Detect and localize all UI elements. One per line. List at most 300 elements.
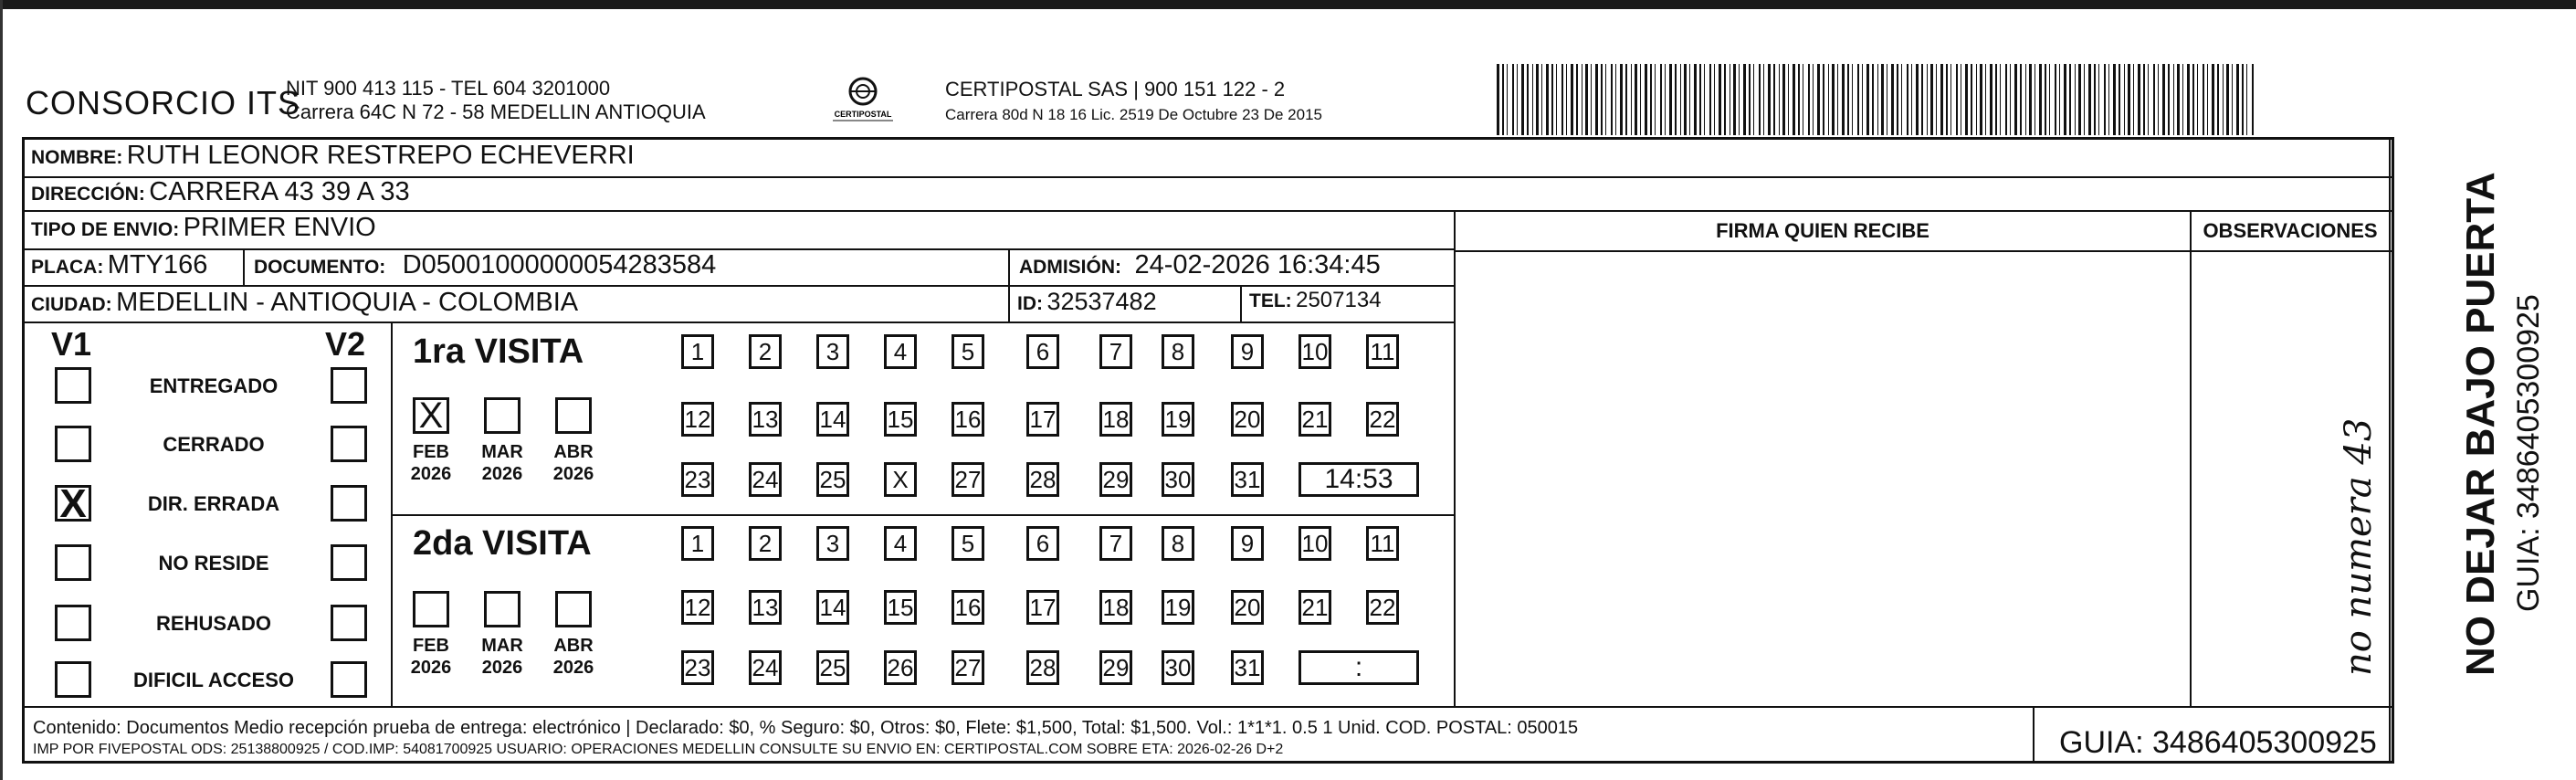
tel-value: 2507134: [1296, 288, 1382, 312]
month-checkbox: [555, 591, 592, 627]
barcode-bar: [2197, 64, 2198, 135]
barcode-bar: [1556, 64, 1557, 135]
barcode-bar: [1699, 64, 1701, 135]
day-box: 16: [952, 590, 984, 625]
month-year: 2026: [481, 464, 523, 484]
barcode-bar: [1995, 64, 1997, 135]
day-box: 28: [1026, 650, 1059, 685]
day-box: 21: [1299, 402, 1331, 437]
barcode-bar: [1990, 64, 1992, 135]
barcode-bar: [2182, 64, 2183, 135]
barcode-bar: [1640, 64, 1641, 135]
id-field: [1017, 288, 1157, 316]
direccion-label: DIRECCIÓN:: [31, 184, 145, 205]
firma-header: FIRMA QUIEN RECIBE: [1716, 219, 1929, 242]
day-box: 28: [1026, 462, 1059, 497]
barcode-bar: [1897, 64, 1898, 135]
day-box: 25: [816, 462, 849, 497]
barcode-bar: [2124, 64, 2125, 135]
barcode-bar: [2162, 64, 2165, 135]
barcode-bar: [1709, 64, 1711, 135]
direccion-field: [31, 177, 410, 207]
barcode-bar: [1714, 64, 1715, 135]
barcode-bar: [1782, 64, 1785, 135]
barcode-bar: [2084, 64, 2085, 135]
day-box: 21: [1299, 590, 1331, 625]
barcode-bar: [1546, 64, 1549, 135]
col-line: [1240, 285, 1242, 321]
placa-label: PLACA:: [31, 257, 104, 278]
barcode-bar: [1631, 64, 1632, 135]
cert-line: CERTIPOSTAL SAS | 900 151 122 - 2: [945, 78, 1286, 100]
day-box: 14: [816, 402, 849, 437]
tel-field: [1249, 288, 1382, 313]
barcode-bar: [1660, 64, 1662, 135]
day-box: 1: [681, 334, 714, 369]
barcode-bar: [1881, 64, 1884, 135]
barcode-bar: [2029, 64, 2032, 135]
barcode-bar: [1675, 64, 1677, 135]
company-info: [286, 77, 706, 124]
barcode-bar: [1680, 64, 1681, 135]
time-box: 14:53: [1299, 462, 1419, 497]
v2-checkbox: [331, 661, 367, 698]
left-border: [0, 0, 3, 780]
day-box: 8: [1162, 334, 1194, 369]
barcode-bar: [2133, 64, 2134, 135]
barcode-bar: [1907, 64, 1908, 135]
barcode-bar: [1507, 64, 1508, 135]
nit-line: NIT 900 413 115 - TEL 604 3201000: [286, 77, 611, 100]
barcode-bar: [1585, 64, 1588, 135]
barcode-bar: [1842, 64, 1845, 135]
ciudad-label: CIUDAD:: [31, 294, 112, 315]
row-line: [22, 321, 1454, 323]
nombre-field: [31, 141, 635, 171]
barcode-bar: [1852, 64, 1853, 135]
month-year: 2026: [410, 464, 452, 484]
no-dejar-bajo-puerta: NO DEJAR BAJO PUERTA: [2458, 172, 2503, 676]
barcode-bar: [2119, 64, 2120, 135]
day-box: 5: [952, 334, 984, 369]
barcode-bar: [2187, 64, 2190, 135]
day-box: 3: [816, 334, 849, 369]
barcode-bar: [1665, 64, 1666, 135]
barcode-bar: [2153, 64, 2155, 135]
barcode-bar: [1517, 64, 1518, 135]
placa-field: [31, 250, 207, 280]
day-box: 3: [816, 526, 849, 561]
status-label: NO RESIDE: [158, 552, 269, 574]
day-box: 5: [952, 526, 984, 561]
barcode-bar: [1823, 64, 1824, 135]
month-name: FEB: [413, 442, 449, 462]
barcode-bar: [1615, 64, 1616, 135]
v1-checkbox: X: [55, 485, 91, 522]
barcode-bar: [1669, 64, 1672, 135]
barcode-bar: [2020, 64, 2022, 135]
barcode-bar: [1965, 64, 1968, 135]
certipostal-logo: [813, 73, 913, 128]
barcode-bar: [1749, 64, 1751, 135]
barcode-bar: [1921, 64, 1923, 135]
barcode-bar: [1753, 64, 1754, 135]
day-box: 20: [1231, 590, 1264, 625]
v1-checkbox: [55, 544, 91, 581]
month-year: 2026: [552, 464, 594, 484]
barcode-bar: [2049, 64, 2050, 135]
barcode-bar: [1817, 64, 1820, 135]
v2-checkbox: [331, 544, 367, 581]
barcode-bar: [1813, 64, 1814, 135]
month-name: MAR: [481, 636, 523, 656]
barcode-bar: [1911, 64, 1912, 135]
barcode-bar: [1832, 64, 1835, 135]
address-line: Carrera 64C N 72 - 58 MEDELLIN ANTIOQUIA: [286, 100, 706, 123]
barcode-bar: [1605, 64, 1606, 135]
documento-label: DOCUMENTO:: [254, 257, 386, 278]
barcode-bar: [1847, 64, 1849, 135]
col-line: [2190, 210, 2192, 706]
visit2-title: 2da VISITA: [413, 524, 592, 563]
day-box: 29: [1099, 650, 1132, 685]
barcode-bar: [1901, 64, 1902, 135]
barcode-bar: [1808, 64, 1810, 135]
month-checkbox: [555, 397, 592, 434]
month-name: ABR: [553, 442, 594, 462]
barcode-bar: [2055, 64, 2056, 135]
barcode-bar: [1946, 64, 1948, 135]
month-label: [546, 441, 601, 485]
row-line: [22, 285, 1454, 287]
status-label: REHUSADO: [156, 612, 271, 635]
barcode-bar: [1650, 64, 1652, 135]
v2-header: V2: [325, 325, 366, 363]
barcode-bar: [1733, 64, 1736, 135]
day-box: 12: [681, 590, 714, 625]
barcode-bar: [1704, 64, 1705, 135]
day-box: 7: [1099, 334, 1132, 369]
v2-checkbox: [331, 426, 367, 462]
barcode-bar: [2212, 64, 2214, 135]
documento-field: [254, 250, 716, 280]
barcode-bar: [2203, 64, 2204, 135]
barcode-bar: [2242, 64, 2244, 135]
day-box: 13: [749, 402, 782, 437]
barcode-bar: [2078, 64, 2081, 135]
barcode-bar: [1927, 64, 1928, 135]
barcode-bar: [1724, 64, 1726, 135]
day-box: 18: [1099, 402, 1132, 437]
v1-checkbox: [55, 426, 91, 462]
placa-value: MTY166: [107, 250, 208, 279]
day-box: 23: [681, 650, 714, 685]
barcode-bar: [2104, 64, 2106, 135]
day-box: 10: [1299, 526, 1331, 561]
barcode-bar: [1773, 64, 1775, 135]
admision-label: ADMISIÓN:: [1019, 257, 1121, 278]
day-box: 7: [1099, 526, 1132, 561]
barcode-bar: [1527, 64, 1529, 135]
barcode-bar: [1759, 64, 1761, 135]
barcode-bar: [1891, 64, 1894, 135]
barcode-bar: [2226, 64, 2229, 135]
barcode-bar: [2223, 64, 2224, 135]
day-box: 16: [952, 402, 984, 437]
tipo-value: PRIMER ENVIO: [183, 213, 376, 242]
day-box: 11: [1366, 334, 1399, 369]
barcode-bar: [2168, 64, 2170, 135]
day-box: 11: [1366, 526, 1399, 561]
day-box: 1: [681, 526, 714, 561]
v1-checkbox: [55, 605, 91, 641]
month-checkbox: [484, 397, 520, 434]
barcode-bar: [2207, 64, 2208, 135]
barcode-bar: [2138, 64, 2140, 135]
barcode-bar: [1828, 64, 1829, 135]
barcode-bar: [1940, 64, 1943, 135]
nombre-label: NOMBRE:: [31, 147, 123, 168]
day-box: 13: [749, 590, 782, 625]
barcode-bar: [2113, 64, 2116, 135]
col-line: [1008, 248, 1010, 321]
barcode-bar: [2232, 64, 2233, 135]
day-box: 24: [749, 650, 782, 685]
id-value: 32537482: [1046, 288, 1157, 315]
ciudad-value: MEDELLIN - ANTIOQUIA - COLOMBIA: [116, 288, 579, 317]
barcode-bar: [1502, 64, 1504, 135]
month-name: FEB: [413, 636, 449, 656]
day-box: 8: [1162, 526, 1194, 561]
barcode-bar: [1571, 64, 1573, 135]
status-label: CERRADO: [163, 433, 265, 456]
observaciones-handwriting: no numera 43: [2338, 417, 2380, 676]
barcode-bar: [1694, 64, 1697, 135]
barcode-bar: [2025, 64, 2026, 135]
col-line: [2033, 706, 2035, 764]
barcode-bar: [2064, 64, 2066, 135]
tipo-label: TIPO DE ENVIO:: [31, 219, 180, 240]
admision-field: [1019, 250, 1381, 280]
day-box: 18: [1099, 590, 1132, 625]
col-line: [391, 321, 393, 706]
barcode-bar: [1645, 64, 1647, 135]
barcode-bar: [2059, 64, 2060, 135]
barcode-bar: [2045, 64, 2046, 135]
barcode-bar: [1788, 64, 1789, 135]
barcode-bar: [2010, 64, 2011, 135]
month-label: [404, 441, 458, 485]
barcode-bar: [1857, 64, 1859, 135]
barcode-bar: [2039, 64, 2042, 135]
id-label: ID:: [1017, 293, 1043, 314]
barcode-bar: [1768, 64, 1771, 135]
day-box: 2: [749, 334, 782, 369]
footer-guia: GUIA: 3486405300925: [2059, 725, 2377, 760]
day-box: 26: [884, 650, 917, 685]
day-box: 6: [1026, 334, 1059, 369]
month-name: ABR: [553, 636, 594, 656]
top-border: [0, 0, 2576, 9]
barcode-bar: [1719, 64, 1721, 135]
barcode-bar: [1956, 64, 1958, 135]
barcode-bar: [2236, 64, 2239, 135]
barcode-bar: [1541, 64, 1542, 135]
barcode-bar: [2098, 64, 2099, 135]
month-label: [475, 441, 530, 485]
day-box: 17: [1026, 402, 1059, 437]
row-line: [22, 706, 2394, 708]
day-box: 30: [1162, 650, 1194, 685]
barcode-bar: [1793, 64, 1795, 135]
barcode-bar: [1532, 64, 1533, 135]
v2-checkbox: [331, 367, 367, 404]
day-box: 27: [952, 650, 984, 685]
barcode-bar: [2075, 64, 2076, 135]
v2-checkbox: [331, 605, 367, 641]
footer-content: Contenido: Documentos Medio recepción prueba de entrega: electrónico | Declarado: $0, % Seguro: $0, Otros: $0, Flete: $1,500, Total: $1,500. Vol.: 1*1*1. 0.5 1 Unid. COD. POSTAL: 050015: [33, 718, 1579, 738]
barcode-bar: [1689, 64, 1690, 135]
barcode-bar: [2143, 64, 2145, 135]
footer-imp: IMP POR FIVEPOSTAL ODS: 25138800925 / COD.IMP: 54081700925 USUARIO: OPERACIONES MEDELLIN CONSULTE SU ENVIO EN: CERTIPOSTAL.COM SOBRE ETA: 2026-02-26 D+2: [33, 742, 1284, 757]
barcode-bar: [1601, 64, 1603, 135]
barcode-bar: [1872, 64, 1874, 135]
day-box: 22: [1366, 590, 1399, 625]
day-box: 17: [1026, 590, 1059, 625]
barcode-bar: [2246, 64, 2247, 135]
barcode-bar: [1930, 64, 1933, 135]
barcode: [1495, 64, 2260, 135]
barcode-bar: [2108, 64, 2109, 135]
admision-value: 24-02-2026 16:34:45: [1134, 250, 1381, 279]
row-line: [1454, 250, 2394, 252]
side-guia: GUIA: 3486405300925: [2511, 294, 2546, 612]
barcode-bar: [2252, 64, 2254, 135]
barcode-bar: [1620, 64, 1623, 135]
barcode-bar: [1521, 64, 1524, 135]
barcode-bar: [1655, 64, 1656, 135]
day-box: 9: [1231, 334, 1264, 369]
barcode-bar: [1635, 64, 1637, 135]
barcode-bar: [1980, 64, 1982, 135]
status-label: DIFICIL ACCESO: [132, 669, 294, 691]
v1-header: V1: [51, 325, 92, 363]
barcode-bar: [1576, 64, 1578, 135]
tel-label: TEL:: [1249, 290, 1292, 311]
day-box: 4: [884, 526, 917, 561]
barcode-bar: [1625, 64, 1627, 135]
col-line: [2389, 137, 2391, 764]
month-name: MAR: [481, 442, 523, 462]
day-box: 31: [1231, 650, 1264, 685]
month-checkbox: [484, 591, 520, 627]
day-box: 30: [1162, 462, 1194, 497]
company-name: CONSORCIO ITS: [26, 84, 301, 121]
day-box: 29: [1099, 462, 1132, 497]
barcode-bar: [1595, 64, 1598, 135]
day-box: 4: [884, 334, 917, 369]
month-year: 2026: [481, 658, 523, 678]
col-line: [1454, 210, 1456, 706]
time-box: :: [1299, 650, 1419, 685]
barcode-bar: [2069, 64, 2071, 135]
day-box: X: [884, 462, 917, 497]
barcode-bar: [1739, 64, 1740, 135]
v2-checkbox: [331, 485, 367, 522]
v1-checkbox: [55, 661, 91, 698]
day-box: 27: [952, 462, 984, 497]
barcode-bar: [2148, 64, 2149, 135]
barcode-bar: [2005, 64, 2007, 135]
barcode-bar: [1497, 64, 1499, 135]
barcode-bar: [1976, 64, 1977, 135]
day-box: 15: [884, 590, 917, 625]
day-box: 6: [1026, 526, 1059, 561]
barcode-bar: [1611, 64, 1613, 135]
visit1-title: 1ra VISITA: [413, 332, 584, 371]
barcode-bar: [2158, 64, 2159, 135]
row-line: [391, 514, 1454, 516]
barcode-bar: [1916, 64, 1919, 135]
barcode-bar: [1512, 64, 1514, 135]
logo-text: CERTIPOSTAL: [834, 110, 892, 119]
barcode-bar: [1862, 64, 1863, 135]
barcode-bar: [1763, 64, 1764, 135]
day-box: 31: [1231, 462, 1264, 497]
barcode-bar: [2217, 64, 2219, 135]
row-line: [22, 210, 2394, 212]
barcode-bar: [2014, 64, 2017, 135]
barcode-bar: [1877, 64, 1878, 135]
barcode-bar: [2177, 64, 2180, 135]
direccion-value: CARRERA 43 39 A 33: [149, 177, 410, 206]
month-label: [546, 635, 601, 679]
status-label: DIR. ERRADA: [147, 492, 280, 515]
barcode-bar: [1536, 64, 1539, 135]
barcode-bar: [2173, 64, 2174, 135]
barcode-bar: [2192, 64, 2194, 135]
documento-value: D05001000000054283584: [402, 250, 717, 279]
status-label: ENTREGADO: [149, 374, 279, 397]
day-box: 25: [816, 650, 849, 685]
month-label: [404, 635, 458, 679]
certipostal-info: [945, 77, 1322, 128]
day-box: 14: [816, 590, 849, 625]
barcode-bar: [1561, 64, 1563, 135]
month-label: [475, 635, 530, 679]
barcode-bar: [2000, 64, 2001, 135]
observaciones-header: OBSERVACIONES: [2203, 219, 2378, 242]
day-box: 9: [1231, 526, 1264, 561]
v1-checkbox: [55, 367, 91, 404]
day-box: 19: [1162, 402, 1194, 437]
month-checkbox: X: [413, 397, 449, 434]
barcode-bar: [2128, 64, 2130, 135]
barcode-bar: [1985, 64, 1986, 135]
day-box: 19: [1162, 590, 1194, 625]
barcode-bar: [1779, 64, 1780, 135]
barcode-bar: [1798, 64, 1800, 135]
barcode-bar: [2094, 64, 2096, 135]
day-box: 23: [681, 462, 714, 497]
license-line: Carrera 80d N 18 16 Lic. 2519 De Octubre 23 De 2015: [945, 106, 1322, 123]
barcode-bar: [1684, 64, 1687, 135]
ciudad-field: [31, 288, 578, 318]
month-year: 2026: [410, 658, 452, 678]
barcode-bar: [1950, 64, 1951, 135]
barcode-bar: [1936, 64, 1937, 135]
barcode-bar: [1551, 64, 1553, 135]
